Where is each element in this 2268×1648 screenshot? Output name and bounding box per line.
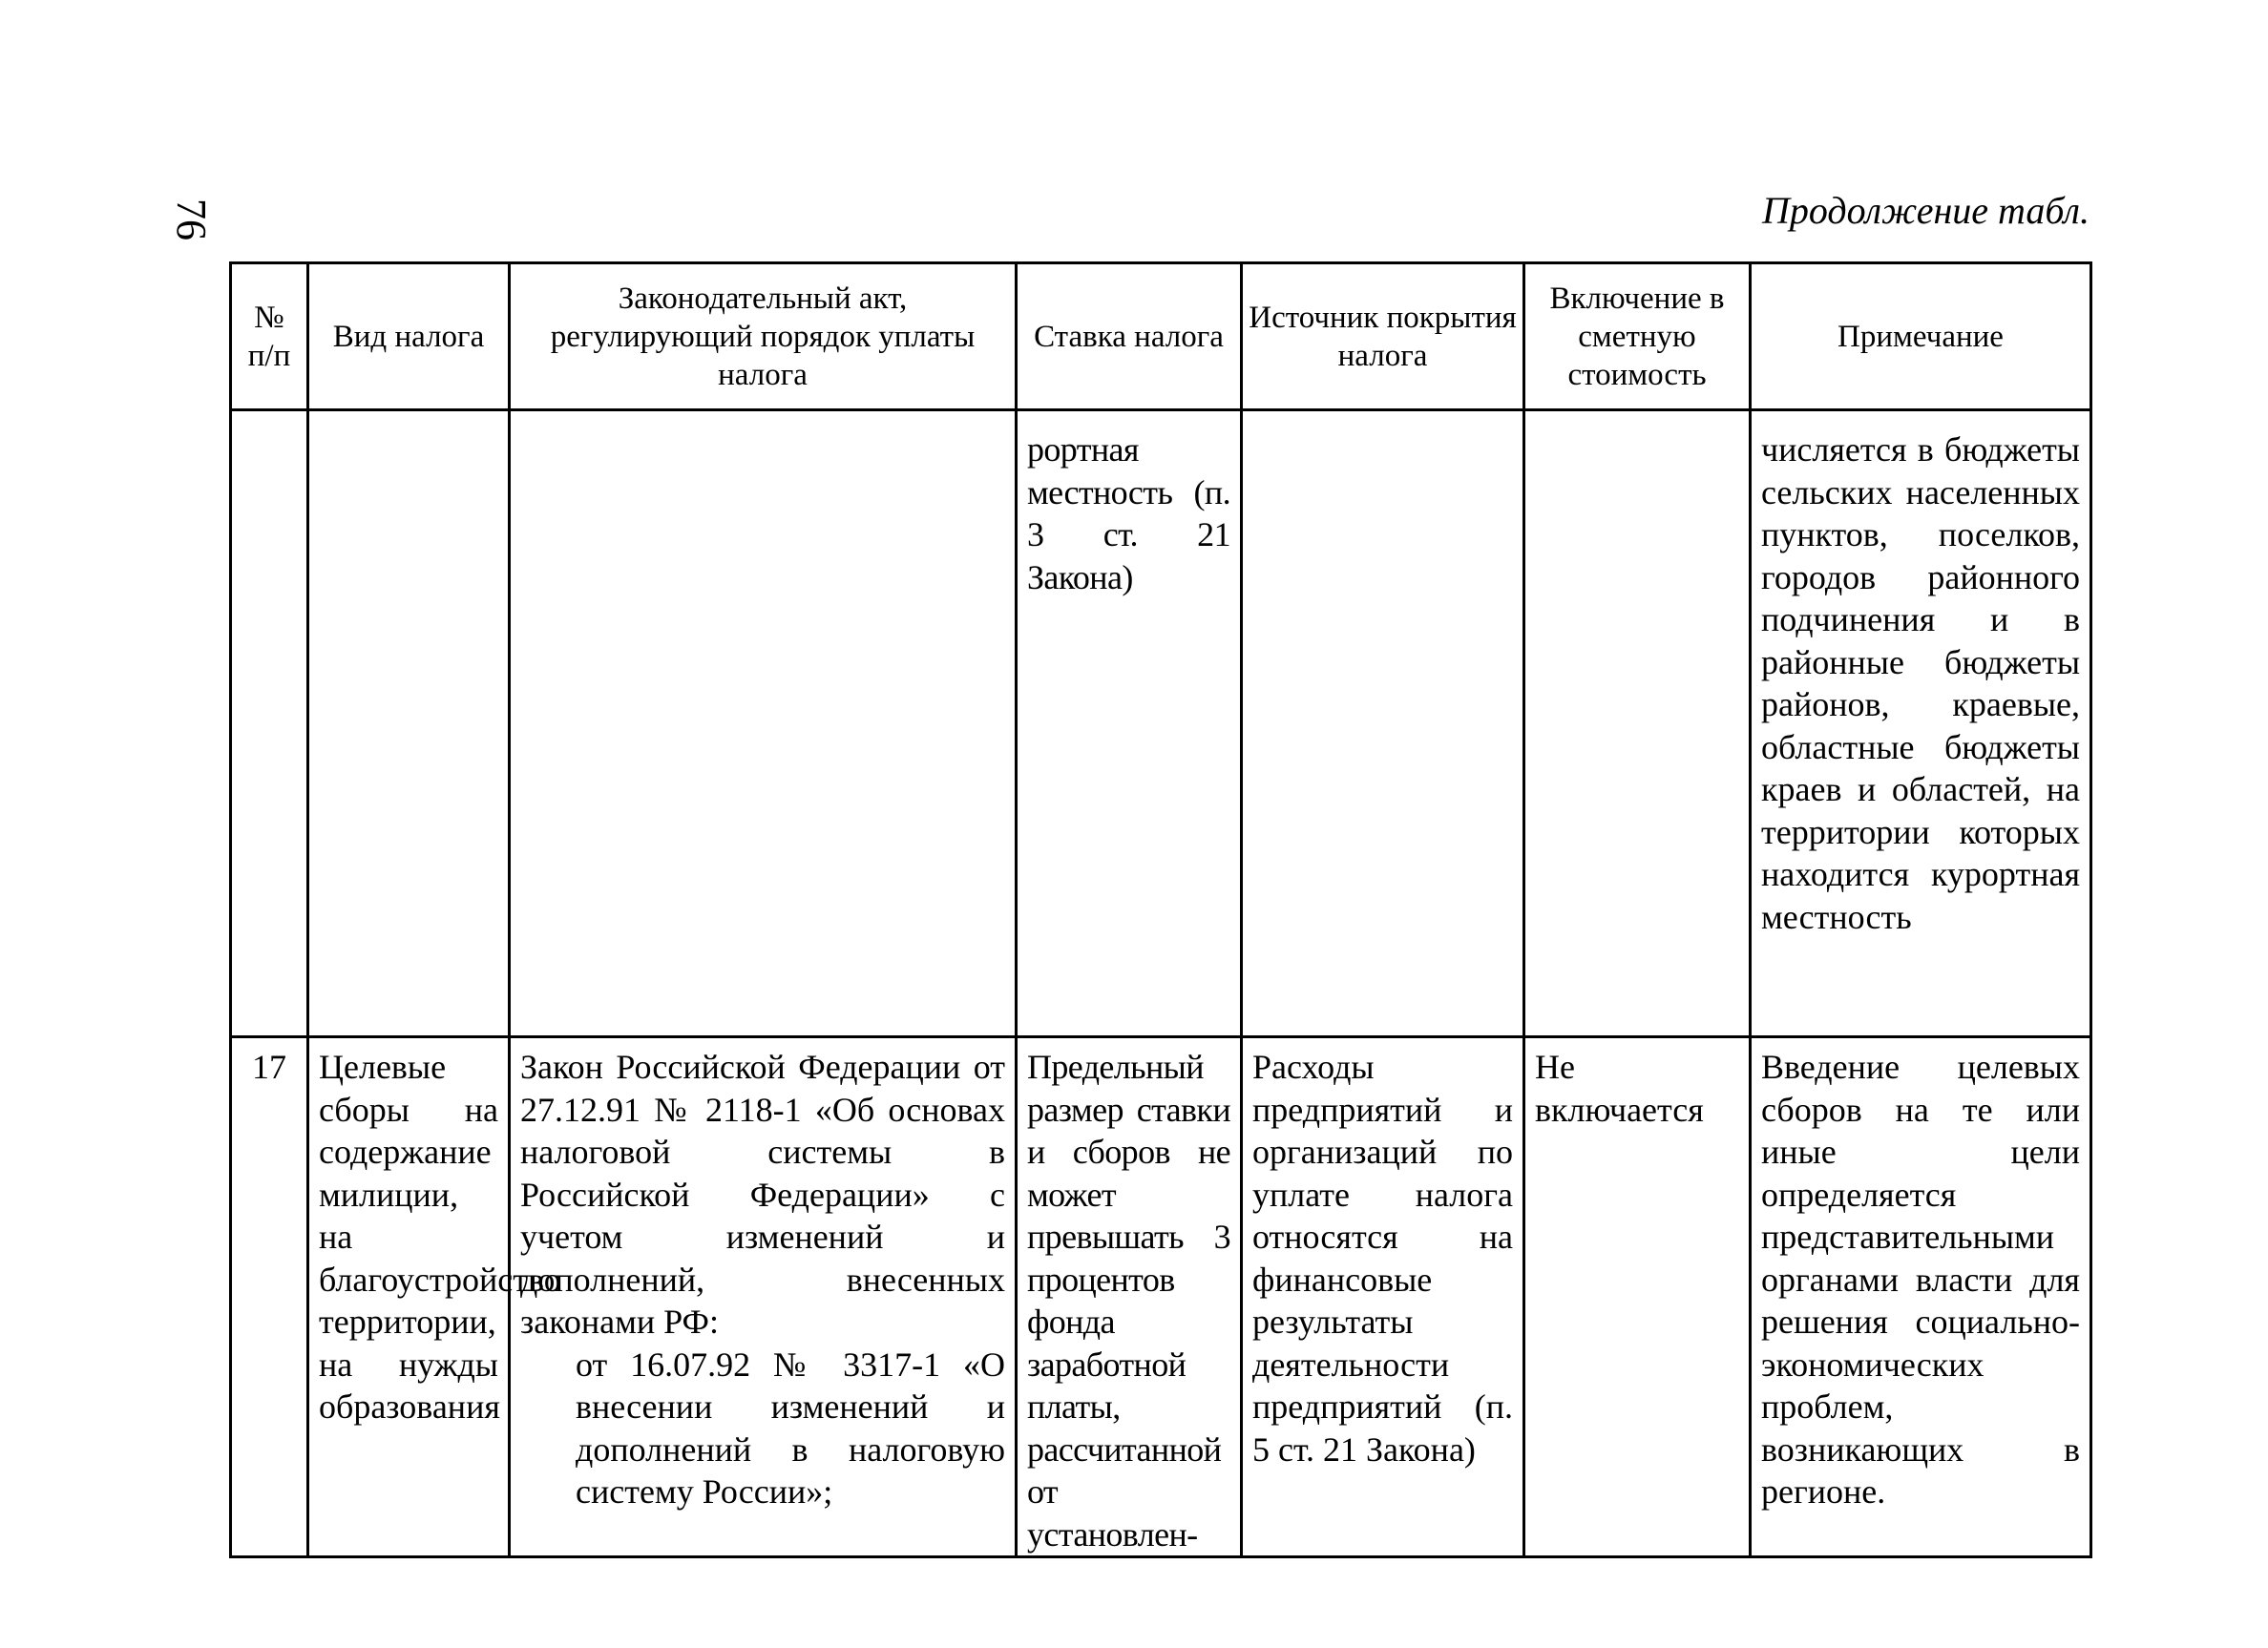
cell-note: числяется в бюджеты сельских населенных пунктов, поселков, городов районного подчинения и в районные бюджеты районов, краевые, областные бюджеты краев и областей, на территории которых находится курортная местность — [1751, 410, 2091, 1037]
legislative-act-intro: Закон Российской Федерации от 27.12.91 № 2118-1 «Об основах налоговой системы в Российской Федерации» с учетом изменений и дополнений, внесенных законами РФ: — [520, 1048, 1005, 1341]
header-inclusion: Включение в сметную стоимость — [1524, 263, 1751, 410]
page-number: 76 — [168, 198, 215, 240]
header-legislative-act: Законодательный акт, регулирующий порядок уплаты налога — [510, 263, 1017, 410]
cell-num: 17 — [231, 1037, 308, 1557]
cell-legislative-act — [510, 1037, 1017, 1557]
tax-table — [229, 261, 2092, 1558]
cell-source — [1242, 410, 1524, 1037]
cell-tax-type — [308, 410, 510, 1037]
cell-source: Расходы предприятий и организаций по уплате налога относятся на финансовые результаты деятельности предприятий (п. 5 ст. 21 Закона) — [1242, 1037, 1524, 1557]
header-source: Источник покрытия налога — [1242, 263, 1524, 410]
cell-rate: рортная местность (п. 3 ст. 21 Закона) — [1017, 410, 1242, 1037]
cell-inclusion: Не включается — [1524, 1037, 1751, 1557]
header-rate: Ставка налога — [1017, 263, 1242, 410]
table-row-17 — [231, 1037, 2091, 1557]
cell-inclusion — [1524, 410, 1751, 1037]
header-num: № п/п — [231, 263, 308, 410]
header-note: Примечание — [1751, 263, 2091, 410]
header-tax-type: Вид налога — [308, 263, 510, 410]
cell-note: Введение целевых сборов на те или иные цели определяется представительными органами власти для решения социально-экономических проблем, возникающих в регионе. — [1751, 1037, 2091, 1557]
legislative-act-amendment: от 16.07.92 № 3317-1 «О внесении изменений и дополнений в налоговую систему России»; — [576, 1345, 1005, 1511]
cell-rate: Предельный размер ставки и сборов не может превышать 3 процентов фонда заработной платы, рассчитанной от установлен- — [1017, 1037, 1242, 1557]
table-row-continued — [231, 410, 2091, 1037]
cell-num — [231, 410, 308, 1037]
cell-tax-type: Целевые сборы на содержание милиции, на благоустройство территории, на нужды образования — [308, 1037, 510, 1557]
table-header-row — [231, 263, 2091, 410]
table-continuation-label: Продолжение табл. — [1761, 189, 2090, 232]
cell-legislative-act — [510, 410, 1017, 1037]
